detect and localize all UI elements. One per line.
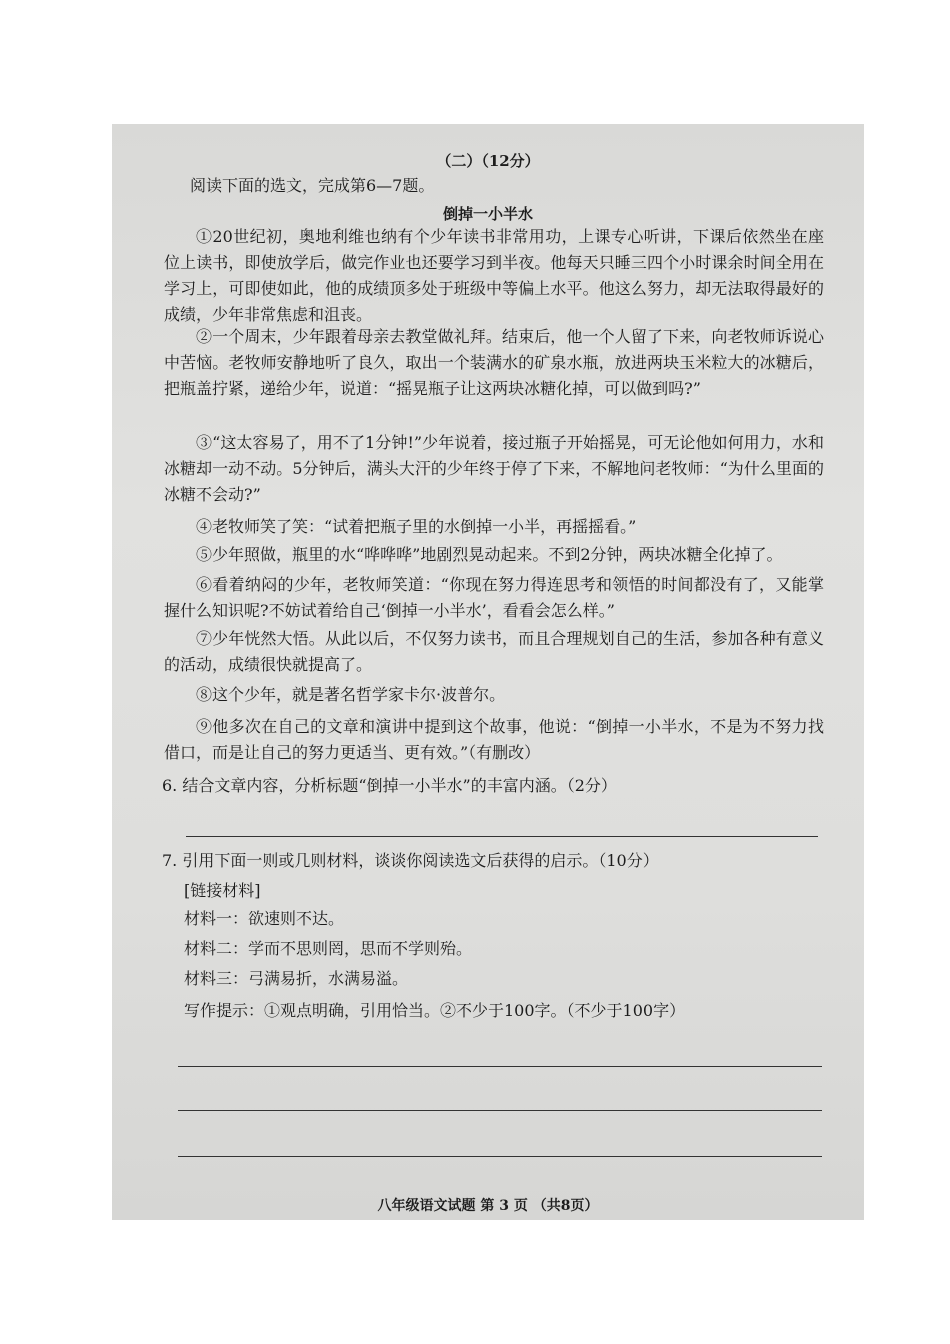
question-7: 7. 引用下面一则或几则材料，谈谈你阅读选文后获得的启示。（10分）	[162, 851, 659, 870]
page-footer: 八年级语文试题 第 3 页 （共8页）	[377, 1198, 599, 1214]
materials-heading: [链接材料]	[184, 881, 261, 900]
writing-hint: 写作提示：①观点明确，引用恰当。②不少于100字。（不少于100字）	[184, 1001, 686, 1020]
reading-instruction: 阅读下面的选文，完成第6—7题。	[190, 176, 435, 195]
answer-line-3[interactable]	[178, 1156, 822, 1157]
material-2: 材料二：学而不思则罔，思而不学则殆。	[184, 939, 473, 958]
paragraph-4: ④老牧师笑了笑：“试着把瓶子里的水倒掉一小半，再摇摇看。”	[196, 517, 637, 536]
material-3: 材料三：弓满易折，水满易溢。	[184, 969, 409, 988]
section-header: （二）（12分）	[436, 152, 540, 170]
answer-line-q6[interactable]	[186, 836, 818, 837]
paragraph-9: ⑨他多次在自己的文章和演讲中提到这个故事，他说：“倒掉一小半水，不是为不努力找借口，而是让自己的努力更适当、更有效。”（有删改）	[164, 717, 824, 762]
exam-page-photo	[112, 124, 864, 1220]
paragraph-1: ①20世纪初，奥地利维也纳有个少年读书非常用功，上课专心听讲，下课后依然坐在座位上读书，即使放学后，做完作业也还要学习到半夜。他每天只睡三四个小时课余时间全用在学习上，可即使如此，他的成绩顶多处于班级中等偏上水平。他这么努力，却无法取得最好的成绩，少年非常焦虑和沮丧。	[164, 227, 824, 324]
paragraph-3: ③“这太容易了，用不了1分钟!”少年说着，接过瓶子开始摇晃，可无论他如何用力，水和冰糖却一动不动。5分钟后，满头大汗的少年终于停了下来，不解地问老牧师：“为什么里面的冰糖不会动?”	[164, 433, 824, 504]
paragraph-5: ⑤少年照做，瓶里的水“哗哗哗”地剧烈晃动起来。不到2分钟，两块冰糖全化掉了。	[196, 545, 783, 564]
answer-line-2[interactable]	[178, 1110, 822, 1111]
material-1: 材料一：欲速则不达。	[184, 909, 345, 928]
paragraph-7: ⑦少年恍然大悟。从此以后，不仅努力读书，而且合理规划自己的生活，参加各种有意义的活动，成绩很快就提高了。	[164, 629, 824, 674]
question-6: 6. 结合文章内容，分析标题“倒掉一小半水”的丰富内涵。（2分）	[162, 776, 617, 795]
paragraph-6: ⑥看着纳闷的少年，老牧师笑道：“你现在努力得连思考和领悟的时间都没有了，又能掌握什么知识呢?不妨试着给自己‘倒掉一小半水’，看看会怎么样。”	[164, 575, 824, 620]
paragraph-8: ⑧这个少年，就是著名哲学家卡尔·波普尔。	[196, 685, 506, 704]
answer-line-1[interactable]	[178, 1066, 822, 1067]
paragraph-2: ②一个周末，少年跟着母亲去教堂做礼拜。结束后，他一个人留了下来，向老牧师诉说心中苦恼。老牧师安静地听了良久，取出一个装满水的矿泉水瓶，放进两块玉米粒大的冰糖后，把瓶盖拧紧，递给少年，说道：“摇晃瓶子让这两块冰糖化掉，可以做到吗?”	[164, 327, 824, 398]
passage-title: 倒掉一小半水	[442, 205, 533, 223]
